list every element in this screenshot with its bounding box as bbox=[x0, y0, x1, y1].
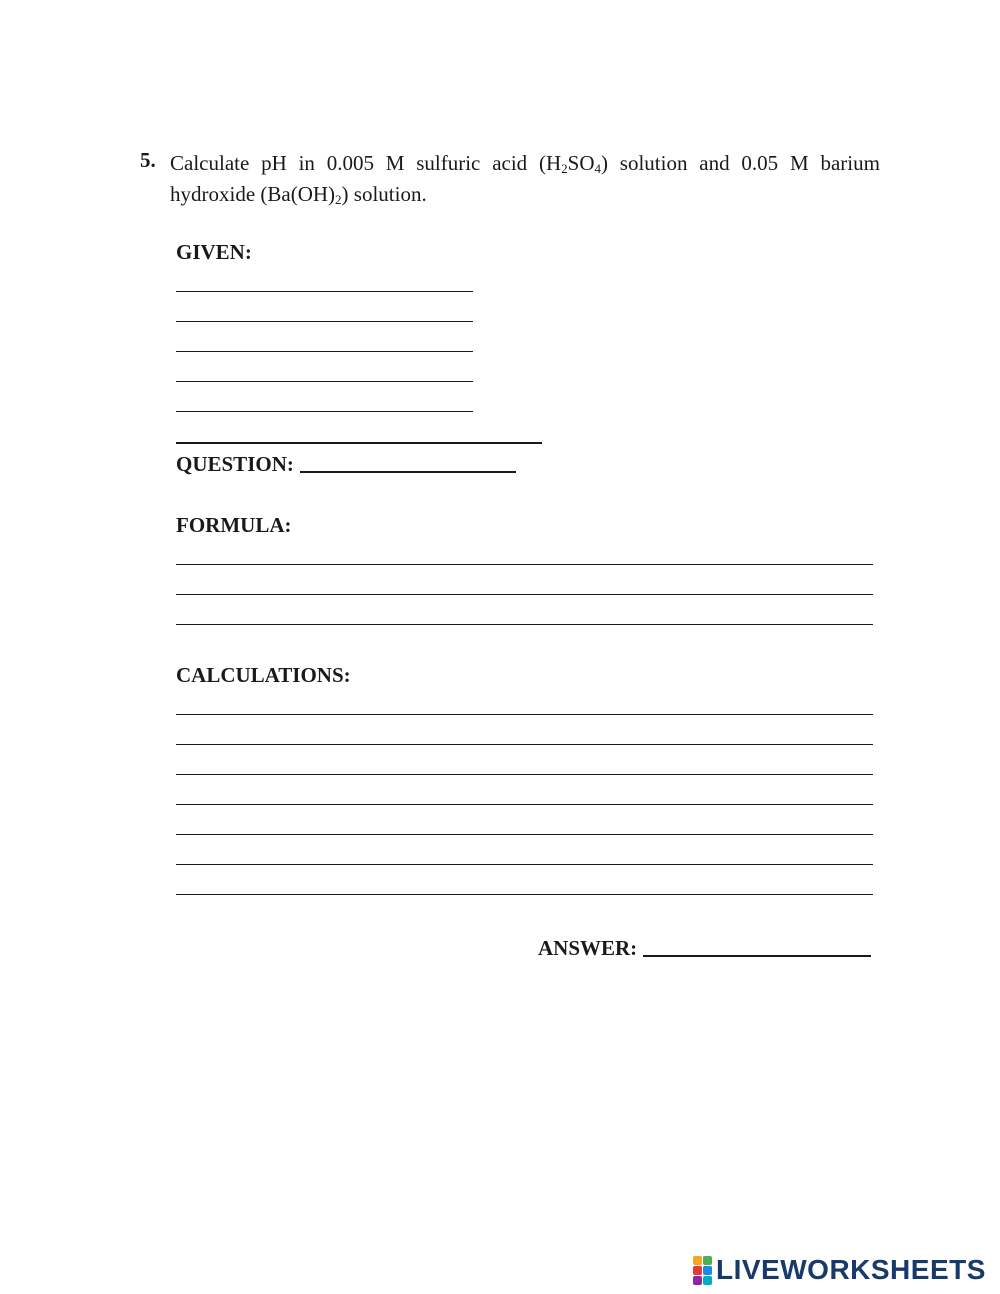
logo-mark-icon bbox=[693, 1256, 713, 1284]
question-label-row bbox=[176, 452, 516, 477]
formula-answer-line-2[interactable] bbox=[176, 594, 873, 595]
calculations-answer-line-7[interactable] bbox=[176, 894, 873, 895]
logo-text: LIVEWORKSHEETS bbox=[716, 1254, 986, 1285]
given-answer-line-6[interactable] bbox=[176, 442, 542, 444]
answer-blank[interactable] bbox=[643, 955, 871, 957]
word: solution bbox=[619, 151, 688, 175]
calculations-answer-line-3[interactable] bbox=[176, 774, 873, 775]
logo-tile bbox=[693, 1276, 702, 1285]
answer-label: ANSWER: bbox=[538, 936, 638, 960]
logo-tile bbox=[703, 1266, 712, 1275]
word: M bbox=[385, 151, 405, 175]
question-text bbox=[170, 148, 880, 210]
logo-tile bbox=[703, 1276, 712, 1285]
word: sulfuric bbox=[416, 151, 481, 175]
word: in bbox=[298, 151, 315, 175]
calculations-answer-line-2[interactable] bbox=[176, 744, 873, 745]
given-answer-line-3[interactable] bbox=[176, 351, 473, 352]
logo-tile bbox=[693, 1266, 702, 1275]
question-answer-blank[interactable] bbox=[300, 471, 516, 473]
question-line-1 bbox=[170, 148, 880, 179]
formula-answer-line-3[interactable] bbox=[176, 624, 873, 625]
logo-tile bbox=[693, 1256, 702, 1265]
given-label: GIVEN: bbox=[176, 240, 252, 264]
calculations-label: CALCULATIONS: bbox=[176, 663, 351, 687]
calculations-answer-line-1[interactable] bbox=[176, 714, 873, 715]
given-answer-line-4[interactable] bbox=[176, 381, 473, 382]
calculations-answer-line-6[interactable] bbox=[176, 864, 873, 865]
answer-label-row bbox=[538, 936, 871, 961]
calculations-answer-line-5[interactable] bbox=[176, 834, 873, 835]
word: and bbox=[699, 151, 730, 175]
question-number: 5. bbox=[140, 148, 156, 172]
formula-label: FORMULA: bbox=[176, 513, 292, 537]
given-answer-line-2[interactable] bbox=[176, 321, 473, 322]
sulfuric-acid-formula: $(H_2SO_4)$ bbox=[538, 151, 608, 176]
word: M bbox=[789, 151, 809, 175]
formula-answer-line-1[interactable] bbox=[176, 564, 873, 565]
logo-tile bbox=[703, 1256, 712, 1265]
word: pH bbox=[261, 151, 287, 175]
word: barium bbox=[820, 151, 880, 175]
question-line-2: hydroxide $(Ba(OH)_2)$ solution. bbox=[170, 182, 427, 207]
given-answer-line-1[interactable] bbox=[176, 291, 473, 292]
given-answer-line-5[interactable] bbox=[176, 411, 473, 412]
question-label: QUESTION: bbox=[176, 452, 294, 476]
word: Calculate bbox=[170, 151, 250, 175]
word: 0.05 bbox=[741, 151, 779, 175]
liveworksheets-logo bbox=[693, 1254, 986, 1286]
word: 0.005 bbox=[326, 151, 374, 175]
word: acid bbox=[492, 151, 528, 175]
calculations-answer-line-4[interactable] bbox=[176, 804, 873, 805]
